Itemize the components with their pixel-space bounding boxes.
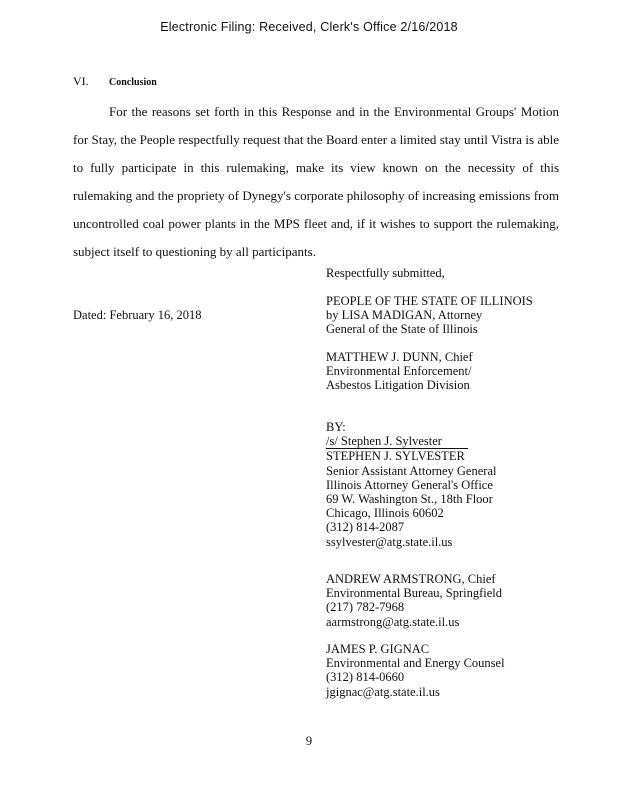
section-heading	[73, 74, 157, 89]
signer-email: ssylvester@atg.state.il.us	[326, 534, 453, 549]
by-label: BY:	[326, 420, 346, 434]
filing-stamp-header: Electronic Filing: Received, Clerk's Office 2/16/2018	[160, 20, 458, 34]
armstrong-block	[326, 572, 502, 629]
armstrong-line: ANDREW ARMSTRONG, Chief	[326, 572, 496, 586]
signer-line: 69 W. Washington St., 18th Floor	[326, 492, 493, 507]
gignac-line: JAMES P. GIGNAC	[326, 642, 430, 656]
armstrong-line: (217) 782-7968	[326, 600, 405, 615]
party-name: PEOPLE OF THE STATE OF ILLINOIS	[326, 294, 533, 308]
slash-signature: /s/ Stephen J. Sylvester	[326, 434, 468, 449]
chief-line: MATTHEW J. DUNN, Chief	[326, 350, 473, 364]
section-title: Conclusion	[109, 77, 157, 88]
signer-line: Senior Assistant Attorney General	[326, 463, 497, 478]
signer-line: STEPHEN J. SYLVESTER	[326, 449, 465, 464]
signer-line: Illinois Attorney General's Office	[326, 477, 493, 492]
chief-block	[326, 350, 473, 393]
signer-block	[326, 420, 496, 549]
chief-line: Asbestos Litigation Division	[326, 378, 470, 393]
signer-line: Chicago, Illinois 60602	[326, 506, 444, 521]
by-line: General of the State of Illinois	[326, 322, 478, 337]
page-number: 9	[305, 734, 313, 748]
chief-line: Environmental Enforcement/	[326, 364, 472, 379]
closing-phrase: Respectfully submitted,	[326, 266, 445, 280]
signer-line: (312) 814-2087	[326, 520, 405, 535]
armstrong-line: Environmental Bureau, Springfield	[326, 586, 503, 601]
conclusion-paragraph: For the reasons set forth in this Response and in the Environmental Groups' Motion for Stay, the People respectfully request that the Board enter a limited stay until Vistra is able to fully participate in this rulemaking, make its view known on the necessity of this rulemaking and the propriety of Dynegy's corporate philosophy of increasing emissions from uncontrolled coal power plants in the MPS fleet and, if it wishes to support the rulemaking, subject itself to questioning by all participants.	[73, 104, 559, 259]
gignac-block	[326, 642, 505, 699]
by-line: by LISA MADIGAN, Attorney	[326, 308, 483, 323]
slash-signature-line	[326, 434, 496, 449]
party-block	[326, 294, 533, 337]
gignac-email: jgignac@atg.state.il.us	[326, 684, 440, 699]
armstrong-email: aarmstrong@atg.state.il.us	[326, 614, 460, 629]
gignac-line: (312) 814-0660	[326, 670, 405, 685]
dated-line: Dated: February 16, 2018	[73, 308, 202, 322]
gignac-line: Environmental and Energy Counsel	[326, 656, 505, 671]
section-number: VI.	[73, 74, 89, 88]
